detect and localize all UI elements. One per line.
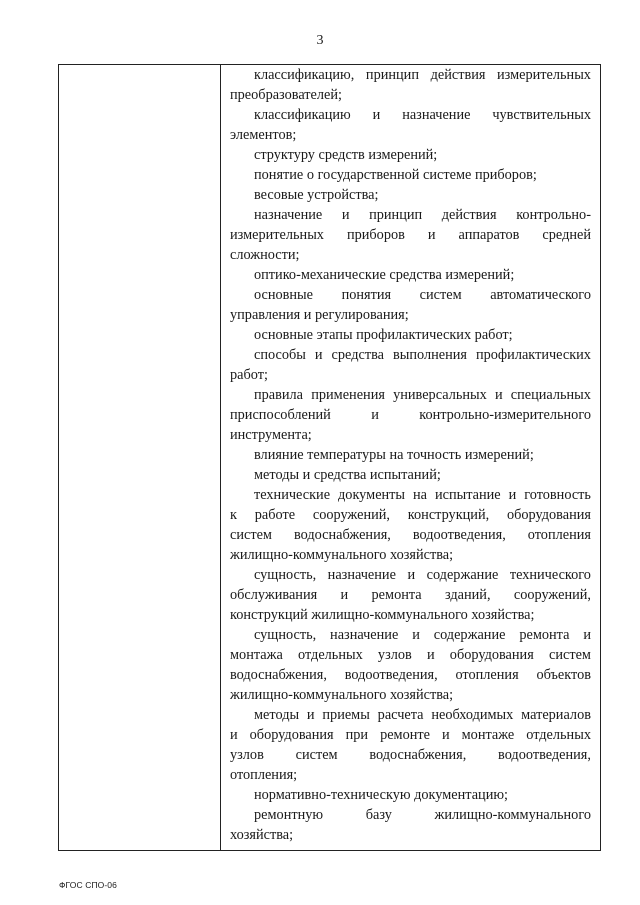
text-line: систем водоснабжения, водоотведения, отопления xyxy=(230,527,591,543)
table-left-cell xyxy=(59,65,220,850)
text-line: ремонтную базу жилищно-коммунального xyxy=(254,807,591,823)
list-item xyxy=(230,165,591,185)
page-number: 3 xyxy=(316,33,324,48)
column-divider xyxy=(220,65,221,850)
list-item xyxy=(230,265,591,285)
text-line: сущность, назначение и содержание ремонта и xyxy=(254,627,591,643)
text-line: измерительных приборов и аппаратов средней xyxy=(230,227,591,243)
list-item xyxy=(230,565,591,625)
text-line: работ; xyxy=(230,367,268,383)
text-line: управления и регулирования; xyxy=(230,307,409,323)
list-item xyxy=(230,485,591,565)
list-item xyxy=(230,805,591,845)
text-line: основные этапы профилактических работ; xyxy=(254,327,513,343)
document-footer-code: ФГОС СПО-06 xyxy=(59,880,117,890)
text-line: методы и приемы расчета необходимых материалов xyxy=(254,707,591,723)
text-line: весовые устройства; xyxy=(254,187,379,203)
text-line: классификацию и назначение чувствительных xyxy=(254,107,591,123)
list-item xyxy=(230,385,591,445)
list-item xyxy=(230,145,591,165)
text-line: сложности; xyxy=(230,247,300,263)
list-item xyxy=(230,205,591,265)
text-line: преобразователей; xyxy=(230,87,343,103)
list-item xyxy=(230,285,591,325)
list-item xyxy=(230,105,591,145)
text-line: водоснабжения, водоотведения, отопления объектов xyxy=(230,667,591,683)
list-item xyxy=(230,445,591,465)
text-line: основные понятия систем автоматического xyxy=(254,287,591,303)
text-line: инструмента; xyxy=(230,427,312,443)
list-item xyxy=(230,625,591,705)
list-item xyxy=(230,705,591,785)
text-line: классификацию, принцип действия измерительных xyxy=(254,67,591,83)
text-line: обслуживания и ремонта зданий, сооружений, xyxy=(230,587,591,603)
knowledge-list xyxy=(230,65,591,845)
text-line: нормативно-техническую документацию; xyxy=(254,787,508,803)
list-item xyxy=(230,465,591,485)
text-line: жилищно-коммунального хозяйства; xyxy=(230,687,454,703)
text-line: методы и средства испытаний; xyxy=(254,467,441,483)
text-line: оптико-механические средства измерений; xyxy=(254,267,515,283)
list-item xyxy=(230,785,591,805)
text-line: влияние температуры на точность измерений; xyxy=(254,447,534,463)
text-line: способы и средства выполнения профилактических xyxy=(254,347,591,363)
text-line: и оборудования при ремонте и монтаже отдельных xyxy=(230,727,591,743)
list-item xyxy=(230,65,591,105)
text-line: приспособлений и контрольно-измерительного xyxy=(230,407,591,423)
text-line: сущность, назначение и содержание технического xyxy=(254,567,591,583)
text-line: технические документы на испытание и готовность xyxy=(254,487,591,503)
text-line: понятие о государственной системе приборов; xyxy=(254,167,537,183)
list-item xyxy=(230,185,591,205)
text-line: структуру средств измерений; xyxy=(254,147,438,163)
list-item xyxy=(230,345,591,385)
list-item xyxy=(230,325,591,345)
text-line: к работе сооружений, конструкций, оборудования xyxy=(230,507,591,523)
document-table xyxy=(58,64,601,851)
text-line: узлов систем водоснабжения, водоотведения, xyxy=(230,747,591,763)
text-line: элементов; xyxy=(230,127,297,143)
text-line: назначение и принцип действия контрольно- xyxy=(254,207,591,223)
text-line: жилищно-коммунального хозяйства; xyxy=(230,547,454,563)
text-line: хозяйства; xyxy=(230,827,294,843)
text-line: монтажа отдельных узлов и оборудования систем xyxy=(230,647,591,663)
text-line: отопления; xyxy=(230,767,298,783)
text-line: правила применения универсальных и специальных xyxy=(254,387,591,403)
text-line: конструкций жилищно-коммунального хозяйства; xyxy=(230,607,535,623)
